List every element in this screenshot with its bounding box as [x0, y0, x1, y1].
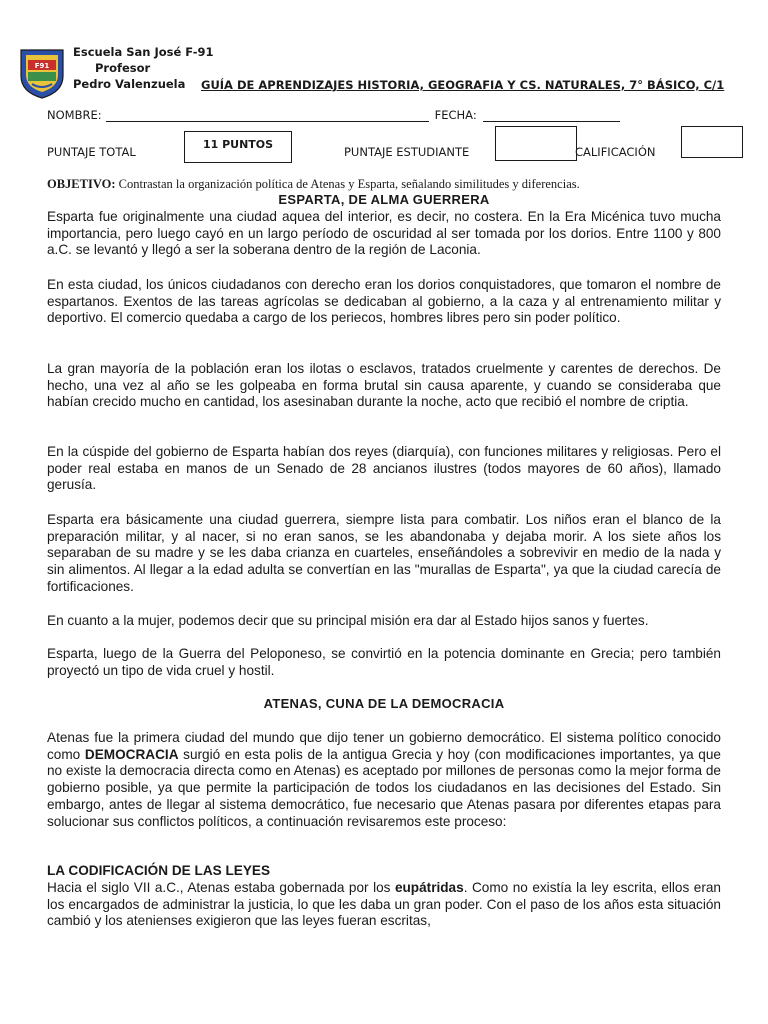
student-score-label: PUNTAJE ESTUDIANTE — [344, 145, 470, 159]
atenas-text-b: surgió en esta polis de la antigua Grecia y hoy (con modificaciones importantes, ya que no existe la democracia directa como en Atenas) es aceptado por millones de personas como la mejor forma de gobierno posible, ya que permite la participación de todos los ciudadanos en las decisiones del Estado. Sin embargo, antes de llegar al sistema democrático, fue necesario que Atenas pasara por diferentes etapas para solucionar sus conflictos políticos, a continuación revisaremos este proceso: — [47, 746, 721, 829]
total-score-box: 11 PUNTOS — [184, 131, 292, 163]
date-field[interactable] — [483, 108, 620, 122]
atenas-paragraph-1 — [47, 730, 721, 830]
school-logo — [18, 46, 66, 100]
atenas-democracia-bold: DEMOCRACIA — [84, 746, 179, 762]
name-date-row — [47, 108, 620, 122]
svg-text:F91: F91 — [34, 62, 50, 70]
codificacion-text-a: Hacia el siglo VII a.C., Atenas estaba gobernada por los — [47, 880, 395, 895]
esparta-paragraph-4: En la cúspide del gobierno de Esparta habían dos reyes (diarquía), con funciones militares y religiosas. Pero el poder real estaba en manos de un Senado de 28 ancianos ilustres (todos mayores de 60 años), llamado gerusía. — [47, 444, 721, 493]
school-info — [73, 44, 214, 92]
objective — [47, 177, 580, 192]
esparta-paragraph-3: La gran mayoría de la población eran los ilotas o esclavos, tratados cruelmente y carentes de derechos. De hecho, una vez al año se les golpeaba en forma brutal sin causa aparente, y cuando se consideraba que habían crecido mucho en cantidad, los asesinaban durante la noche, acto que recibió el nombre de criptia. — [47, 361, 721, 410]
esparta-paragraph-5: Esparta era básicamente una ciudad guerrera, siempre lista para combatir. Los niños eran el blanco de la preparación militar, y al nacer, si no eran sanos, se les abandonaba y dejaba morir. A los siete años los separaban de su madre y se les daba crianza en cuarteles, enseñándoles a sobrevivir en medio de la nada y sin alimentos. Al llegar a la edad adulta se convertían en las "murallas de Esparta", ya que la ciudad carecía de fortificaciones. — [47, 512, 721, 594]
atenas-title: ATENAS, CUNA DE LA DEMOCRACIA — [263, 696, 505, 711]
esparta-paragraph-1: Esparta fue originalmente una ciudad aquea del interior, es decir, no costera. En la Era Micénica tuvo mucha importancia, pero luego cayó en un largo período de oscuridad al ser tomada por los dorios. Entre 1100 y 800 a.C. se levantó y llegó a ser la soberana dentro de la región de Laconia. — [47, 209, 721, 258]
codificacion-paragraph-1 — [47, 880, 721, 930]
guide-title: GUÍA DE APRENDIZAJES HISTORIA, GEOGRAFIA Y CS. NATURALES, 7° BÁSICO, C/1 — [201, 78, 725, 92]
eupatridas-bold: eupátridas — [394, 880, 464, 895]
teacher-label: Profesor — [95, 61, 151, 75]
total-score-label: PUNTAJE TOTAL — [47, 145, 136, 159]
esparta-paragraph-2: En esta ciudad, los únicos ciudadanos con derecho eran los dorios conquistadores, que tomaron el nombre de espartanos. Exentos de las tareas agrícolas se dedicaban al gobierno, a la caza y al entrenamiento militar y deportivo. El comercio quedaba a cargo de los periecos, hombres libres pero sin poder político. — [47, 277, 721, 326]
objective-label: OBJETIVO: — [47, 177, 116, 191]
esparta-title: ESPARTA, DE ALMA GUERRERA — [278, 192, 490, 207]
esparta-paragraph-6: En cuanto a la mujer, podemos decir que su principal misión era dar al Estado hijos sanos y fuertes. — [47, 613, 649, 628]
grade-box[interactable] — [681, 126, 743, 158]
school-name: Escuela San José F-91 — [73, 45, 214, 59]
date-label: FECHA: — [434, 108, 477, 122]
esparta-paragraph-7: Esparta, luego de la Guerra del Peloponeso, se convirtió en la potencia dominante en Grecia; pero también proyectó un tipo de vida cruel y hostil. — [47, 646, 721, 678]
student-score-box[interactable] — [495, 126, 577, 161]
objective-text: Contrastan la organización política de Atenas y Esparta, señalando similitudes y diferencias. — [115, 177, 580, 191]
teacher-name: Pedro Valenzuela — [73, 77, 186, 91]
atenas-text-a: Atenas fue la primera ciudad del mundo que dijo tener un gobierno democrático. El sistema político conocido como — [47, 730, 721, 762]
codificacion-title: LA CODIFICACIÓN DE LAS LEYES — [47, 863, 271, 878]
name-field[interactable] — [106, 108, 429, 122]
codificacion-text-b: . Como no existía la ley escrita, ellos eran los encargados de administrar la justicia, lo que les daba un gran poder. Con el paso de los años esta situación cambió y los atenienses exigieron que las leyes fueran escritas, — [47, 880, 721, 929]
name-label: NOMBRE: — [47, 108, 102, 122]
grade-label: CALIFICACIÓN — [575, 145, 656, 159]
